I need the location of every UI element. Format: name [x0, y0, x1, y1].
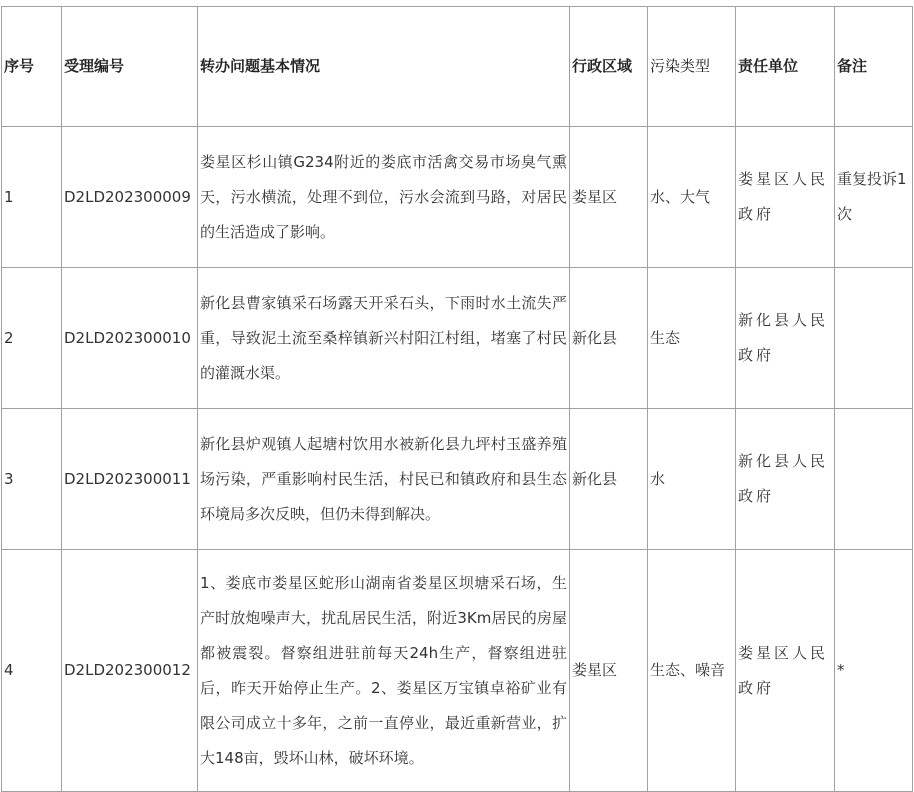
cell-region: 新化县 [570, 409, 648, 550]
cell-unit: 新化县人民政府 [736, 409, 835, 550]
cell-code: D2LD202300012 [62, 550, 198, 792]
cell-unit: 新化县人民政府 [736, 268, 835, 409]
header-code: 受理编号 [62, 7, 198, 127]
header-seq: 序号 [2, 7, 62, 127]
cell-region: 娄星区 [570, 127, 648, 268]
cell-region: 娄星区 [570, 550, 648, 792]
header-unit: 责任单位 [736, 7, 835, 127]
cell-note [835, 268, 913, 409]
cell-code: D2LD202300011 [62, 409, 198, 550]
cell-pollution: 水、大气 [648, 127, 736, 268]
cell-seq: 4 [2, 550, 62, 792]
cell-unit: 娄星区人民政府 [736, 550, 835, 792]
table-row [2, 409, 913, 550]
cell-pollution: 水 [648, 409, 736, 550]
cell-pollution: 生态 [648, 268, 736, 409]
cell-note [835, 409, 913, 550]
cell-desc: 娄星区杉山镇G234附近的娄底市活禽交易市场臭气熏天，污水横流，处理不到位，污水会流到马路，对居民的生活造成了影响。 [198, 127, 570, 268]
header-row [2, 7, 913, 127]
cell-desc: 新化县炉观镇人起塘村饮用水被新化县九坪村玉盛养殖场污染，严重影响村民生活，村民已和镇政府和县生态环境局多次反映，但仍未得到解决。 [198, 409, 570, 550]
cell-seq: 2 [2, 268, 62, 409]
complaint-table [1, 6, 913, 792]
header-region: 行政区域 [570, 7, 648, 127]
cell-desc: 新化县曹家镇采石场露天开采石头，下雨时水土流失严重，导致泥土流至桑梓镇新兴村阳江村组，堵塞了村民的灌溉水渠。 [198, 268, 570, 409]
table-row [2, 268, 913, 409]
table-row [2, 127, 913, 268]
cell-desc: 1、娄底市娄星区蛇形山湖南省娄星区坝塘采石场，生产时放炮噪声大，扰乱居民生活，附近3Km居民的房屋都被震裂。督察组进驻前每天24h生产，督察组进驻后，昨天开始停止生产。2、娄星区万宝镇卓裕矿业有限公司成立十多年，之前一直停业，最近重新营业，扩大148亩，毁坏山林，破坏环境。 [198, 550, 570, 792]
cell-seq: 1 [2, 127, 62, 268]
cell-note: 重复投诉1次 [835, 127, 913, 268]
cell-pollution: 生态、噪音 [648, 550, 736, 792]
cell-seq: 3 [2, 409, 62, 550]
cell-code: D2LD202300010 [62, 268, 198, 409]
header-note: 备注 [835, 7, 913, 127]
cell-note: * [835, 550, 913, 792]
cell-code: D2LD202300009 [62, 127, 198, 268]
header-pollution: 污染类型 [648, 7, 736, 127]
cell-unit: 娄星区人民政府 [736, 127, 835, 268]
table-row [2, 550, 913, 792]
cell-region: 新化县 [570, 268, 648, 409]
header-desc: 转办问题基本情况 [198, 7, 570, 127]
